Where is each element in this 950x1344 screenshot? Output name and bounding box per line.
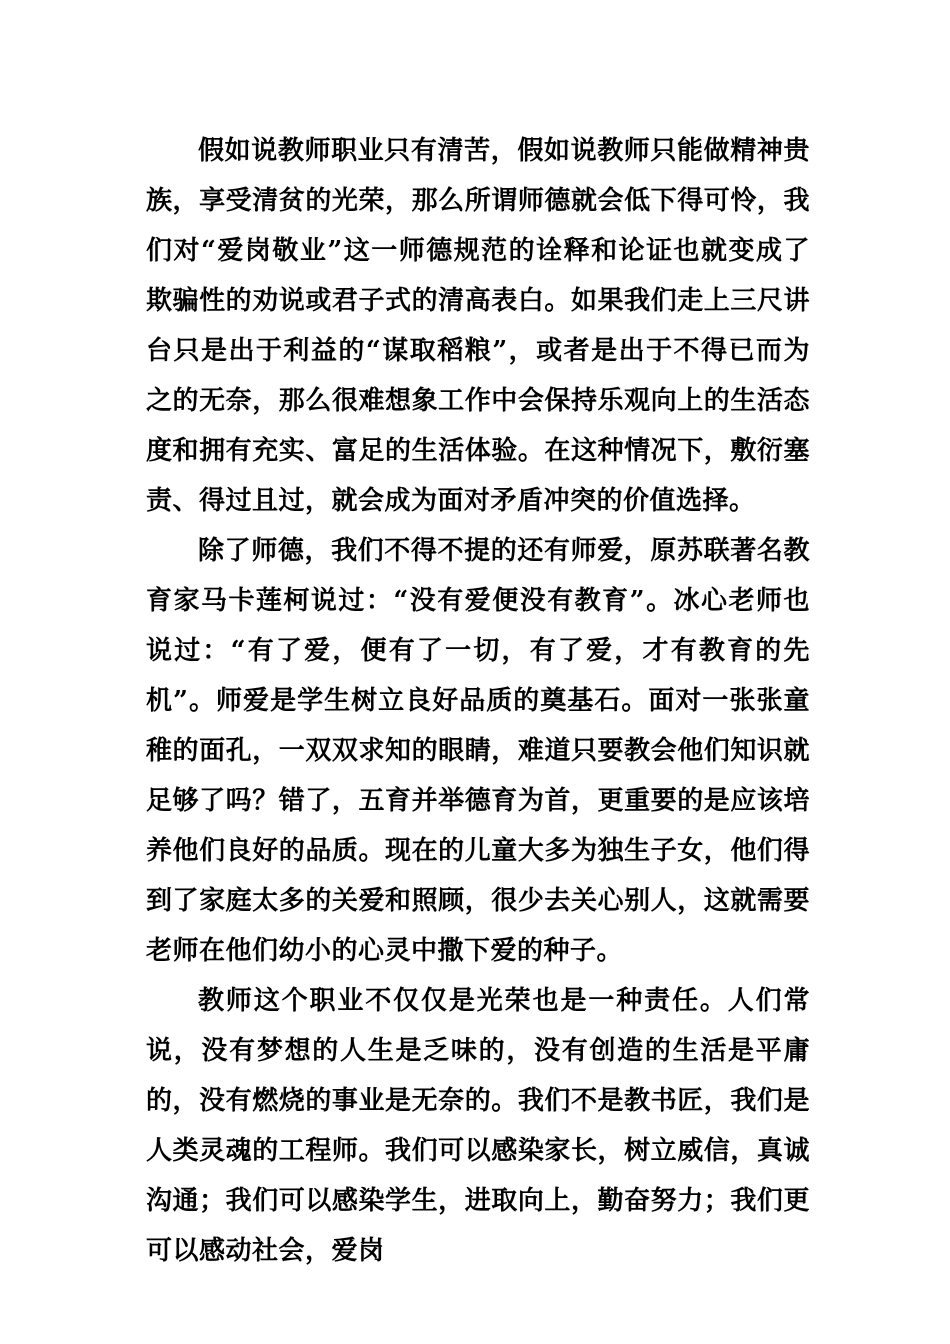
- paragraph-3: 教师这个职业不仅仅是光荣也是一种责任。人们常说，没有梦想的人生是乏味的，没有创造的生活是平庸的，没有燃烧的事业是无奈的。我们不是教书匠，我们是人类灵魂的工程师。我们可以感染家长，树立威信，真诚沟通；我们可以感染学生，进取向上，勤奋努力；我们更可以感动社会，爱岗: [146, 986, 810, 1266]
- paragraph-2: 除了师德，我们不得不提的还有师爱，原苏联著名教育家马卡莲柯说过：“没有爱便没有教育”。冰心老师也说过：“有了爱，便有了一切，有了爱，才有教育的先机”。师爱是学生树立良好品质的奠基石。面对一张张童稚的面孔，一双双求知的眼睛，难道只要教会他们知识就足够了吗？错了，五育并举德育为首，更重要的是应该培养他们良好的品质。现在的儿童大多为独生子女，他们得到了家庭太多的关爱和照顾，很少去关心别人，这就需要老师在他们幼小的心灵中撒下爱的种子。: [146, 536, 810, 966]
- paragraph-1: 假如说教师职业只有清苦，假如说教师只能做精神贵族，享受清贫的光荣，那么所谓师德就会低下得可怜，我们对“爱岗敬业”这一师德规范的诠释和论证也就变成了欺骗性的劝说或君子式的清高表白。如果我们走上三尺讲台只是出于利益的“谋取稻粮”，或者是出于不得已而为之的无奈，那么很难想象工作中会保持乐观向上的生活态度和拥有充实、富足的生活体验。在这种情况下，敷衍塞责、得过且过，就会成为面对矛盾冲突的价值选择。: [146, 136, 810, 516]
- document-body: [146, 126, 810, 1276]
